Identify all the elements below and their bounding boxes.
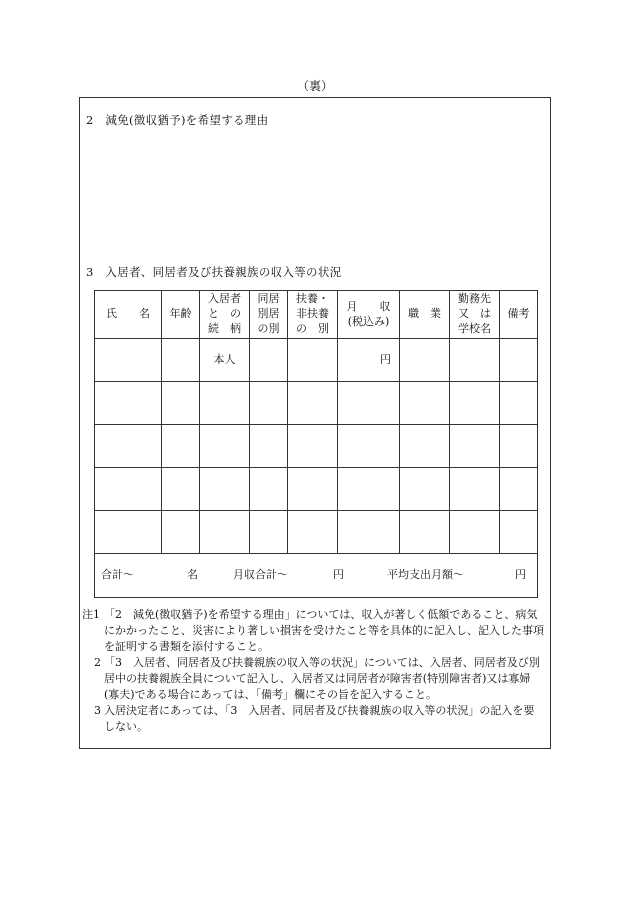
header-dependent <box>288 291 338 339</box>
section-2-title: 2 減免(徴収猶予)を希望する理由 <box>86 113 269 127</box>
cell-income[interactable] <box>338 468 400 511</box>
note-text: 「2 減免(徴収猶予)を希望する理由」については、収入が著しく低額であること、病気にかかったこと、災害により著しい損害を受けたこと等を具体的に記入し、記入した事項を証明する書類を添付すること。 <box>104 608 544 653</box>
cell-income[interactable] <box>338 511 400 554</box>
header-living-line: 同居 <box>257 292 280 306</box>
note-number: 2 <box>94 656 101 669</box>
header-income-line: (税込み) <box>347 314 390 328</box>
cell-workplace[interactable] <box>450 425 500 468</box>
totals-row <box>95 554 538 598</box>
cell-job[interactable] <box>400 339 450 382</box>
cell-dependent[interactable] <box>288 382 338 425</box>
table-row <box>95 511 538 554</box>
cell-name[interactable] <box>95 511 162 554</box>
header-dependent-line: 扶養・ <box>296 292 329 306</box>
cell-dependent[interactable] <box>288 339 338 382</box>
note-text: 「3 入居者、同居者及び扶養親族の収入等の状況」については、入居者、同居者及び別居中の扶養親族全員について記入し、入居者又は同居者が障害者(特別障害者)又は寡婦(寡夫)である場合にあっては、「備考」欄にその旨を記入すること。 <box>104 656 540 701</box>
note-text: 入居決定者にあっては、「3 入居者、同居者及び扶養親族の収入等の状況」の記入を要しない。 <box>104 704 535 733</box>
header-age: 年齢 <box>162 291 200 339</box>
persons-unit: 名 <box>187 568 198 582</box>
cell-remarks[interactable] <box>500 468 538 511</box>
cell-age[interactable] <box>162 468 200 511</box>
table-row <box>95 468 538 511</box>
cell-job[interactable] <box>400 511 450 554</box>
avg-expense-unit: 円 <box>515 568 526 582</box>
cell-relation: 本人 <box>200 339 250 382</box>
header-living-line: の別 <box>257 321 280 335</box>
cell-job[interactable] <box>400 468 450 511</box>
cell-job[interactable] <box>400 425 450 468</box>
income-status-table <box>94 290 538 598</box>
cell-name[interactable] <box>95 339 162 382</box>
header-workplace-line: 学校名 <box>458 321 491 335</box>
cell-remarks[interactable] <box>500 425 538 468</box>
header-remarks: 備考 <box>500 291 538 339</box>
cell-living[interactable] <box>250 382 288 425</box>
notes-section <box>84 607 544 735</box>
cell-relation[interactable] <box>200 425 250 468</box>
header-workplace-line: 又 は <box>458 307 491 321</box>
header-job: 職 業 <box>400 291 450 339</box>
cell-workplace[interactable] <box>450 511 500 554</box>
section-3-title: 3 入居者、同居者及び扶養親族の収入等の状況 <box>86 265 342 279</box>
income-total-unit: 円 <box>333 568 344 582</box>
note-number: 3 <box>94 704 101 717</box>
table-row <box>95 425 538 468</box>
header-dependent-line: の 別 <box>296 321 329 335</box>
cell-income[interactable] <box>338 382 400 425</box>
cell-dependent[interactable] <box>288 468 338 511</box>
note-item <box>84 607 544 655</box>
cell-workplace[interactable] <box>450 468 500 511</box>
income-total-label: 月収合計～ <box>233 568 288 582</box>
total-label: 合計～ <box>101 568 134 582</box>
totals-cell <box>95 554 538 598</box>
header-living <box>250 291 288 339</box>
cell-age[interactable] <box>162 339 200 382</box>
cell-name[interactable] <box>95 468 162 511</box>
header-relation-line: 入居者 <box>208 292 241 306</box>
header-living-line: 別居 <box>257 307 280 321</box>
cell-dependent[interactable] <box>288 511 338 554</box>
cell-remarks[interactable] <box>500 339 538 382</box>
cell-income[interactable] <box>338 425 400 468</box>
page-side-label: （裏） <box>296 79 333 93</box>
header-relation <box>200 291 250 339</box>
cell-age[interactable] <box>162 382 200 425</box>
cell-age[interactable] <box>162 511 200 554</box>
avg-expense-label: 平均支出月額～ <box>387 568 464 582</box>
header-dependent-line: 非扶養 <box>296 307 329 321</box>
note-item <box>84 703 544 735</box>
cell-relation[interactable] <box>200 382 250 425</box>
header-relation-line: 続 柄 <box>208 321 241 335</box>
cell-age[interactable] <box>162 425 200 468</box>
cell-relation[interactable] <box>200 468 250 511</box>
table-row <box>95 339 538 382</box>
note-number: 注1 <box>82 608 100 621</box>
table-row <box>95 382 538 425</box>
cell-income[interactable]: 円 <box>338 339 400 382</box>
cell-living[interactable] <box>250 425 288 468</box>
cell-living[interactable] <box>250 468 288 511</box>
header-income <box>338 291 400 339</box>
cell-remarks[interactable] <box>500 511 538 554</box>
cell-workplace[interactable] <box>450 382 500 425</box>
cell-living[interactable] <box>250 339 288 382</box>
cell-name[interactable] <box>95 425 162 468</box>
table-header-row <box>95 291 538 339</box>
cell-name[interactable] <box>95 382 162 425</box>
header-name: 氏 名 <box>95 291 162 339</box>
header-workplace <box>450 291 500 339</box>
cell-relation[interactable] <box>200 511 250 554</box>
cell-workplace[interactable] <box>450 339 500 382</box>
header-workplace-line: 勤務先 <box>458 292 491 306</box>
header-income-line: 月 収 <box>346 299 391 313</box>
cell-living[interactable] <box>250 511 288 554</box>
cell-dependent[interactable] <box>288 425 338 468</box>
header-relation-line: と の <box>208 307 241 321</box>
cell-remarks[interactable] <box>500 382 538 425</box>
note-item <box>84 655 544 703</box>
cell-job[interactable] <box>400 382 450 425</box>
